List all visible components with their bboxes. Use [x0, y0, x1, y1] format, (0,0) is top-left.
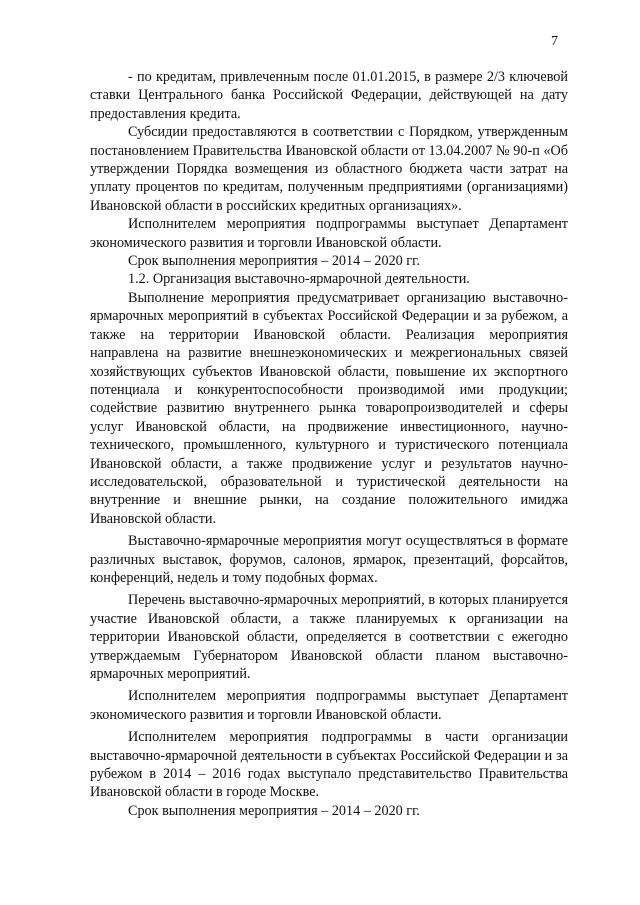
paragraph-executor-moscow: Исполнителем мероприятия подпрограммы в части организации выставочно-ярмарочной деятельности в субъектах Российской Федерации и за рубежом в 2014 – 2016 годах выступало представительство Правительства Ивановской области в городе Москве. [90, 729, 568, 801]
paragraph-event-list: Перечень выставочно-ярмарочных мероприятий, в которых планируется участие Ивановской области, а также планируемых к организации на территории Ивановской области, определяется в соответствии с ежегодно утверждаемым Губернатором Ивановской области планом выставочно-ярмарочных мероприятий. [90, 592, 568, 682]
paragraph-subsidies-order: Субсидии предоставляются в соответствии с Порядком, утвержденным постановлением Правительства Ивановской области от 13.04.2007 № 90-п «Об утверждении Порядка возмещения из областного бюджета части затрат на уплату процентов по кредитам, полученным предприятиями (организациями) Ивановской области в российских кредитных организациях». [90, 124, 568, 214]
section-heading-1-2: 1.2. Организация выставочно-ярмарочной деятельности. [128, 271, 470, 288]
document-body [90, 68, 568, 820]
paragraph-term-2: Срок выполнения мероприятия – 2014 – 2020 гг. [128, 802, 420, 819]
paragraph-executor-2: Исполнителем мероприятия подпрограммы выступает Департамент экономического развития и торговли Ивановской области. [90, 688, 568, 723]
paragraph-term-1: Срок выполнения мероприятия – 2014 – 2020 гг. [128, 253, 420, 270]
page-number: 7 [551, 34, 558, 49]
paragraph-credit-rate: - по кредитам, привлеченным после 01.01.2015, в размере 2/3 ключевой ставки Центрального банка Российской Федерации, действующей на дату предоставления кредита. [90, 69, 568, 122]
paragraph-event-description: Выполнение мероприятия предусматривает организацию выставочно-ярмарочных мероприятий в субъектах Российской Федерации и за рубежом, а также на территории Ивановской области. Реализация мероприятия направлена на развитие внешнеэкономических и межрегиональных связей хозяйствующих субъектов Ивановской области, повышение их экспортного потенциала и конкурентоспособности производимой ими продукции; содействие развитию внутреннего рынка товаропроизводителей и сферы услуг Ивановской области, на продвижение инвестиционного, научно-технического, промышленного, культурного и туристического потенциала Ивановской области, а также продвижение услуг и результатов научно-исследовательской, образовательной и туристической деятельности на внутренние и внешние рынки, на создание положительного имиджа Ивановской области. [90, 289, 568, 527]
paragraph-event-formats: Выставочно-ярмарочные мероприятия могут осуществляться в формате различных выставок, форумов, салонов, ярмарок, презентаций, форсайтов, конференций, недель и тому подобных формах. [90, 533, 568, 586]
paragraph-executor-1: Исполнителем мероприятия подпрограммы выступает Департамент экономического развития и торговли Ивановской области. [90, 216, 568, 251]
